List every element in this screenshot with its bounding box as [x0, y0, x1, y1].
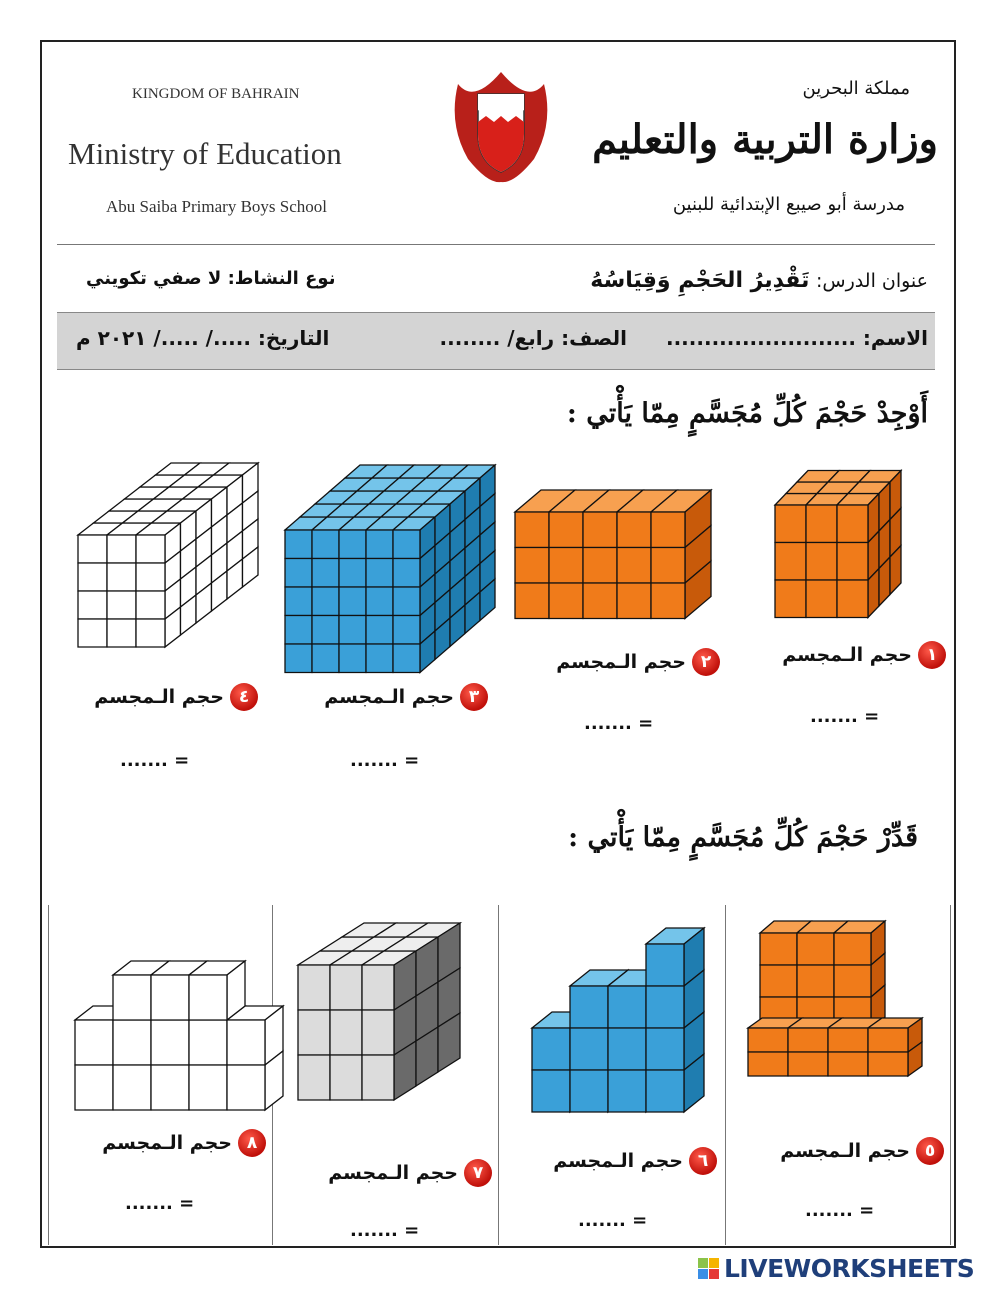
cube-front-face	[312, 559, 339, 588]
item-2-answer[interactable]: ....... =	[584, 713, 654, 734]
activity-type-label: نوع النشاط:	[227, 268, 336, 289]
item-5-answer[interactable]: ....... =	[805, 1200, 875, 1221]
cube-front-face	[583, 548, 617, 584]
cube-front-face	[608, 986, 646, 1028]
cube-front-face	[312, 530, 339, 559]
item-6-answer[interactable]: ....... =	[578, 1210, 648, 1231]
instruction-estimate-volume: قَدِّرْ حَجْمَ كُلِّ مُجَسَّمٍ مِمّا يَأْتي :	[568, 822, 918, 853]
cube-front-face	[646, 1070, 684, 1112]
item-6-label	[553, 1147, 717, 1175]
cube-front-face	[646, 944, 684, 986]
cube-front-face	[107, 535, 136, 563]
date-field[interactable]: التاريخ: ...../ ...../ ٢٠٢١ م	[76, 326, 330, 350]
cube-front-face	[775, 505, 806, 543]
item-label-text: حجم الـمجسم	[553, 1150, 683, 1172]
cube-front-face	[837, 580, 868, 618]
cube-front-face	[339, 559, 366, 588]
cube-front-face	[312, 587, 339, 616]
cube-front-face	[788, 1028, 828, 1052]
number-badge-8: ٨	[238, 1129, 266, 1157]
kingdom-ar: مملكة البحرين	[802, 78, 910, 99]
cube-front-face	[788, 1052, 828, 1076]
solid-6	[532, 928, 704, 1112]
cube-front-face	[285, 587, 312, 616]
solid-3	[285, 465, 495, 673]
cube-front-face	[136, 619, 165, 647]
cube-front-face	[515, 512, 549, 548]
solid-1	[775, 471, 901, 618]
cube-front-face	[806, 580, 837, 618]
cube-front-face	[285, 559, 312, 588]
cube-front-face	[608, 1070, 646, 1112]
cube-front-face	[298, 1010, 330, 1055]
cube-front-face	[806, 543, 837, 581]
cube-front-face	[366, 644, 393, 673]
cube-front-face	[646, 1028, 684, 1070]
cube-front-face	[608, 1028, 646, 1070]
cube-front-face	[775, 543, 806, 581]
item-label-text: حجم الـمجسم	[94, 686, 224, 708]
cube-front-face	[78, 591, 107, 619]
activity-type-value: لا صفي تكويني	[86, 268, 222, 289]
student-name-field[interactable]: الاسم: .........................	[665, 326, 928, 350]
cube-front-face	[393, 587, 420, 616]
item-7-label	[328, 1159, 492, 1187]
cube-front-face	[136, 591, 165, 619]
cube-front-face	[651, 583, 685, 619]
cube-front-face	[748, 1028, 788, 1052]
cube-front-face	[366, 616, 393, 645]
number-badge-1: ١	[918, 641, 946, 669]
cube-front-face	[760, 965, 797, 997]
cube-front-face	[834, 933, 871, 965]
cube-front-face	[760, 933, 797, 965]
cube-front-face	[617, 583, 651, 619]
cube-front-face	[748, 1052, 788, 1076]
cube-front-face	[78, 563, 107, 591]
cube-front-face	[868, 1052, 908, 1076]
item-label-text: حجم الـمجسم	[556, 651, 686, 673]
cube-front-face	[515, 583, 549, 619]
item-8-answer[interactable]: ....... =	[125, 1193, 195, 1214]
item-1-label	[782, 641, 946, 669]
ministry-en: Ministry of Education	[68, 136, 342, 171]
cube-front-face	[285, 616, 312, 645]
cube-front-face	[75, 1020, 113, 1065]
cube-front-face	[78, 619, 107, 647]
school-ar: مدرسة أبو صيبع الإبتدائية للبنين	[672, 194, 905, 215]
ministry-ar: وزارة التربية والتعليم	[592, 116, 938, 163]
cube-front-face	[78, 535, 107, 563]
cube-front-face	[570, 1070, 608, 1112]
cube-front-face	[806, 505, 837, 543]
item-label-text: حجم الـمجسم	[324, 686, 454, 708]
number-badge-5: ٥	[916, 1137, 944, 1165]
cube-front-face	[797, 933, 834, 965]
cube-front-face	[312, 616, 339, 645]
item-3-label	[324, 683, 488, 711]
number-badge-7: ٧	[464, 1159, 492, 1187]
cube-front-face	[797, 965, 834, 997]
cube-front-face	[189, 1065, 227, 1110]
item-8-label	[102, 1129, 266, 1157]
item-label-text: حجم الـمجسم	[782, 644, 912, 666]
liveworksheets-logo	[698, 1254, 974, 1283]
cube-front-face	[583, 583, 617, 619]
item-4-answer[interactable]: ....... =	[120, 750, 190, 771]
cube-front-face	[828, 1028, 868, 1052]
cube-front-face	[515, 548, 549, 584]
cube-front-face	[646, 986, 684, 1028]
cube-front-face	[651, 512, 685, 548]
cube-front-face	[136, 535, 165, 563]
cube-front-face	[834, 965, 871, 997]
solid-5	[748, 921, 922, 1076]
cube-front-face	[339, 616, 366, 645]
cube-front-face	[366, 559, 393, 588]
item-label-text: حجم الـمجسم	[102, 1132, 232, 1154]
lesson-title-label: عنوان الدرس:	[816, 270, 928, 292]
cube-front-face	[570, 986, 608, 1028]
cube-front-face	[362, 965, 394, 1010]
cube-front-face	[107, 591, 136, 619]
cube-front-face	[151, 1065, 189, 1110]
item-7-answer[interactable]: ....... =	[350, 1220, 420, 1241]
item-label-text: حجم الـمجسم	[780, 1140, 910, 1162]
instruction-find-volume: أَوْجِدْ حَجْمَ كُلِّ مُجَسَّمٍ مِمّا يَأْتي :	[566, 398, 928, 429]
solid-7	[298, 923, 460, 1100]
student-grade-field[interactable]: الصف: رابع/ ........	[439, 326, 627, 350]
cube-front-face	[837, 505, 868, 543]
cube-front-face	[339, 644, 366, 673]
cube-front-face	[151, 1020, 189, 1065]
brand-name: LIVEWORKSHEETS	[724, 1254, 975, 1283]
cube-front-face	[651, 548, 685, 584]
cube-front-face	[113, 975, 151, 1020]
kingdom-en: KINGDOM OF BAHRAIN	[132, 86, 300, 102]
item-4-label	[94, 683, 258, 711]
solid-2	[515, 490, 711, 619]
cube-front-face	[549, 512, 583, 548]
lesson-title-value: تَقْدِيرُ الحَجْمِ وَقِيَاسُهُ	[590, 268, 810, 293]
cube-front-face	[532, 1028, 570, 1070]
cube-front-face	[298, 1055, 330, 1100]
cube-front-face	[393, 644, 420, 673]
cube-front-face	[113, 1065, 151, 1110]
cube-front-face	[330, 1010, 362, 1055]
cube-front-face	[227, 1065, 265, 1110]
cube-front-face	[298, 965, 330, 1010]
item-1-answer[interactable]: ....... =	[810, 706, 880, 727]
cube-front-face	[617, 548, 651, 584]
cube-front-face	[189, 975, 227, 1020]
cube-front-face	[330, 965, 362, 1010]
item-2-label	[556, 648, 720, 676]
number-badge-2: ٢	[692, 648, 720, 676]
live-blocks-icon	[698, 1258, 720, 1280]
cube-front-face	[189, 1020, 227, 1065]
cube-front-face	[366, 530, 393, 559]
cube-front-face	[312, 644, 339, 673]
number-badge-6: ٦	[689, 1147, 717, 1175]
cube-front-face	[339, 587, 366, 616]
cube-front-face	[362, 1010, 394, 1055]
item-3-answer[interactable]: ....... =	[350, 750, 420, 771]
cube-front-face	[75, 1065, 113, 1110]
cube-front-face	[583, 512, 617, 548]
cube-front-face	[868, 1028, 908, 1052]
cube-front-face	[113, 1020, 151, 1065]
cube-front-face	[617, 512, 651, 548]
cube-front-face	[339, 530, 366, 559]
cube-front-face	[285, 644, 312, 673]
solid-4	[78, 463, 258, 647]
cube-front-face	[330, 1055, 362, 1100]
item-5-label	[780, 1137, 944, 1165]
cube-front-face	[393, 559, 420, 588]
cube-front-face	[136, 563, 165, 591]
cube-front-face	[151, 975, 189, 1020]
cube-front-face	[362, 1055, 394, 1100]
cube-front-face	[549, 548, 583, 584]
number-badge-4: ٤	[230, 683, 258, 711]
cube-front-face	[549, 583, 583, 619]
item-label-text: حجم الـمجسم	[328, 1162, 458, 1184]
cube-front-face	[775, 580, 806, 618]
cube-front-face	[227, 1020, 265, 1065]
cube-front-face	[366, 587, 393, 616]
number-badge-3: ٣	[460, 683, 488, 711]
cube-front-face	[532, 1070, 570, 1112]
cube-front-face	[107, 563, 136, 591]
cube-front-face	[837, 543, 868, 581]
solid-8	[75, 961, 283, 1110]
cube-front-face	[393, 530, 420, 559]
school-en: Abu Saiba Primary Boys School	[106, 197, 327, 216]
cube-front-face	[570, 1028, 608, 1070]
cube-front-face	[393, 616, 420, 645]
cube-front-face	[285, 530, 312, 559]
cube-front-face	[107, 619, 136, 647]
cube-front-face	[828, 1052, 868, 1076]
